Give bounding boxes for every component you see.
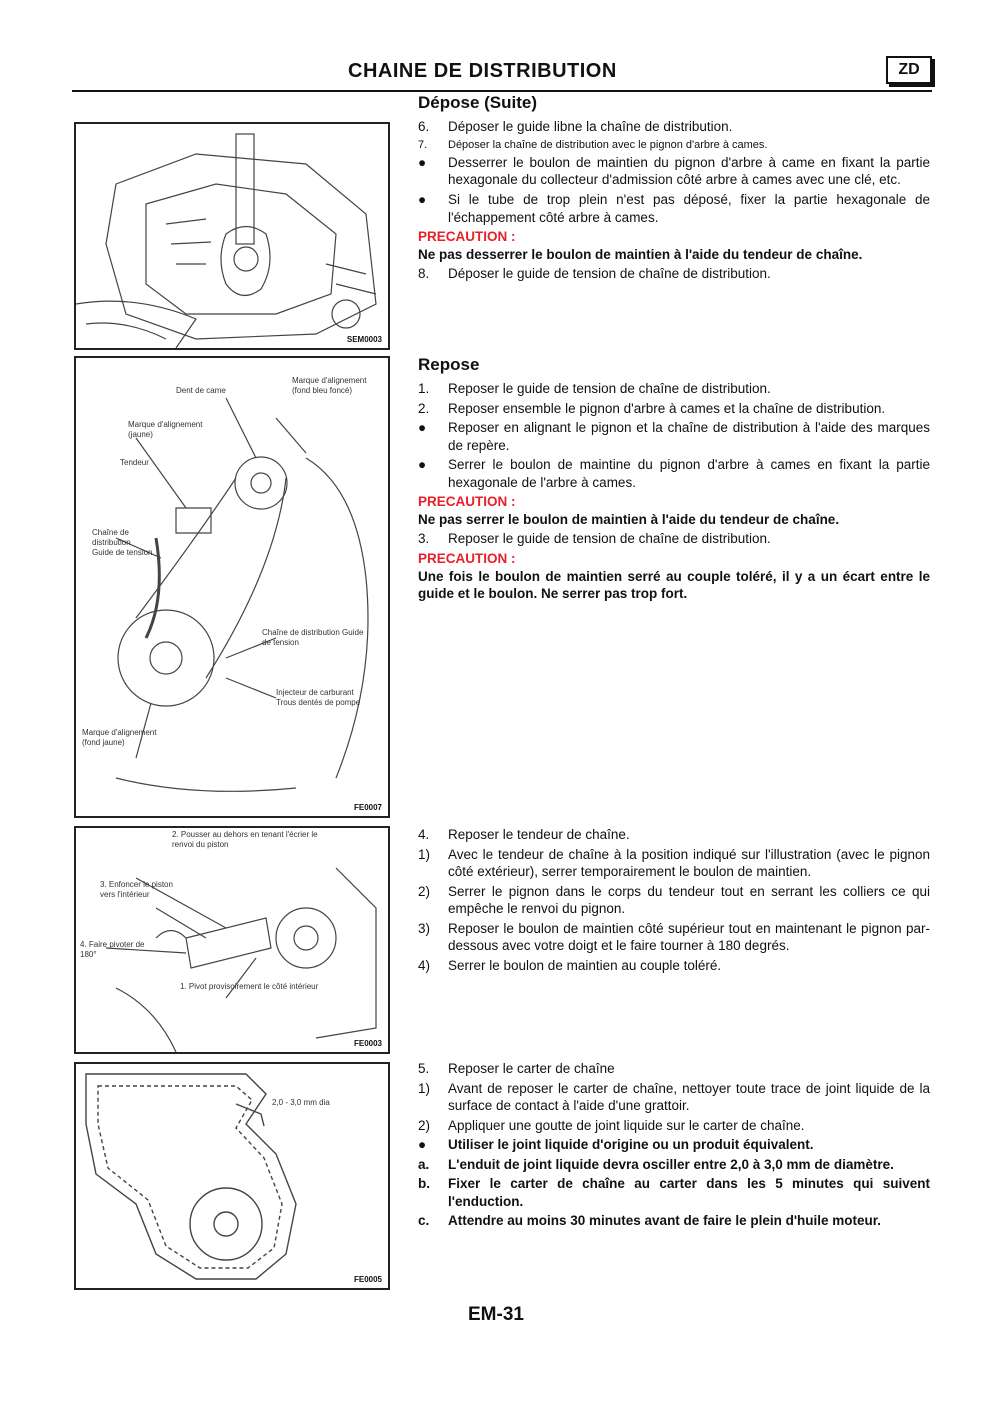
list-item: 1) Avant de reposer le carter de chaîne, nettoyer toute trace de joint liquide de la surface de contact à l'aide d'une grattoir. xyxy=(418,1080,930,1114)
list-item: c. Attendre au moins 30 minutes avant de faire le plein d'huile moteur. xyxy=(418,1213,882,1229)
list-item: 4) Serrer le boulon de maintien au couple toléré. xyxy=(418,957,722,973)
list-item: ● Reposer en alignant le pignon et la chaîne de distribution à l'aide des marques de repère. xyxy=(418,420,930,453)
caution-label: PRECAUTION : xyxy=(418,229,516,245)
tensioner-section xyxy=(418,826,930,976)
figure-code: SEM0003 xyxy=(346,335,382,344)
label-tensioner: Tendeur xyxy=(120,458,149,467)
caution-label: PRECAUTION : xyxy=(418,494,516,510)
page-header xyxy=(72,56,932,92)
list-item: b. Fixer le carter de chaîne au carter dans les 5 minutes qui suivent l'enduction. xyxy=(418,1176,930,1209)
label-cam-tooth: Dent de came xyxy=(176,386,226,395)
label-step-3: 3. Enfoncer le piston vers l'intérieur xyxy=(100,880,173,899)
figure-code: FE0003 xyxy=(353,1039,382,1048)
list-item: 2) Appliquer une goutte de joint liquide sur le carter de chaîne. xyxy=(418,1117,805,1133)
label-alignment-mark-yellow: Marque d'alignement (jaune) xyxy=(128,420,203,439)
page-number: EM-31 xyxy=(468,1304,524,1325)
depose-heading: Dépose (Suite) xyxy=(418,93,538,112)
list-item: 1) Avec le tendeur de chaîne à la position indiqué sur l'illustration (avec le pignon côté extérieur), serrer temporairement le boulon de maintien. xyxy=(418,846,930,880)
list-item: a. L'enduit de joint liquide devra osciller entre 2,0 à 3,0 mm de diamètre. xyxy=(418,1156,894,1172)
section-code-badge: ZD xyxy=(886,56,932,84)
list-item: 1. Reposer le guide de tension de chaîne de distribution. xyxy=(418,381,771,397)
label-fuel-injector: Injecteur de carburant Trous dentés de pompe xyxy=(276,688,361,707)
list-item: 8. Déposer le guide de tension de chaîne de distribution. xyxy=(418,266,771,282)
list-item: 7. Déposer la chaîne de distribution avec le pignon d'arbre à cames. xyxy=(418,138,768,151)
figure-code: FE0007 xyxy=(353,803,382,812)
caution-label: PRECAUTION : xyxy=(418,551,516,567)
label-alignment-mark-bottom: Marque d'alignement (fond jaune) xyxy=(82,728,157,747)
caution-text: Ne pas serrer le boulon de maintien à l'aide du tendeur de chaîne. xyxy=(418,511,840,527)
figure-chain-cover-sealant xyxy=(74,1062,390,1290)
label-chain-guide-left: Chaîne de distribution Guide de tension xyxy=(92,528,153,557)
page-title: CHAINE DE DISTRIBUTION xyxy=(348,60,617,82)
label-step-4: 4. Faire pivoter de 180° xyxy=(80,940,145,959)
caution-text: Une fois le boulon de maintien serré au couple toléré, il y a un écart entre le guide et le boulon. Ne serrer pas trop fort. xyxy=(418,568,930,602)
figure-camshaft-sprocket-removal xyxy=(74,122,390,350)
repose-heading: Repose xyxy=(418,355,480,374)
list-item: ● Serrer le boulon de maintine du pignon d'arbre à cames en fixant la partie hexagonale de l'arbre à cames. xyxy=(418,457,930,490)
repose-section xyxy=(418,354,930,605)
depose-section xyxy=(418,92,930,285)
chain-cover-section xyxy=(418,1060,930,1232)
figure-chain-tensioner xyxy=(74,826,390,1054)
list-item: 3) Reposer le boulon de maintien côté supérieur tout en maintenant le pignon par-dessous avec votre doigt et le faire tourner à 180 degrés. xyxy=(418,920,930,954)
label-bead-diameter: 2,0 - 3,0 mm dia xyxy=(272,1098,330,1107)
engine-illustration-1 xyxy=(76,124,388,348)
list-item: 6. Déposer le guide libne la chaîne de distribution. xyxy=(418,119,733,135)
list-item: 5. Reposer le carter de chaîne xyxy=(418,1061,615,1076)
caution-text: Ne pas desserrer le boulon de maintien à l'aide du tendeur de chaîne. xyxy=(418,246,863,262)
figure-timing-chain-alignment xyxy=(74,356,390,818)
list-item: 3. Reposer le guide de tension de chaîne de distribution. xyxy=(418,531,771,547)
label-step-1: 1. Pivot provisoirement le côté intérieur xyxy=(180,982,319,991)
list-item: 2) Serrer le pignon dans le corps du tendeur tout en serrant les colliers ce qui empêche le renvoi du pignon. xyxy=(418,883,930,917)
list-item: ● Desserrer le boulon de maintien du pignon d'arbre à came en fixant la partie hexagonale du collecteur d'admission côté arbre à cames avec une clé, etc. xyxy=(418,154,930,188)
list-item: 4. Reposer le tendeur de chaîne. xyxy=(418,827,630,842)
list-item: 2. Reposer ensemble le pignon d'arbre à cames et la chaîne de distribution. xyxy=(418,400,886,416)
list-item: ● Utiliser le joint liquide d'origine ou un produit équivalent. xyxy=(418,1137,814,1153)
figure-code: FE0005 xyxy=(353,1275,382,1284)
label-step-2: 2. Pousser au dehors en tenant l'écrier le renvoi du piston xyxy=(172,830,318,849)
label-alignment-mark-blue: Marque d'alignement (fond bleu foncé) xyxy=(292,376,367,395)
label-chain-guide-right: Chaîne de distribution Guide de tension xyxy=(262,628,364,647)
list-item: ● Si le tube de trop plein n'est pas déposé, fixer la partie hexagonale de l'échappement côté arbre à cames. xyxy=(418,192,930,225)
